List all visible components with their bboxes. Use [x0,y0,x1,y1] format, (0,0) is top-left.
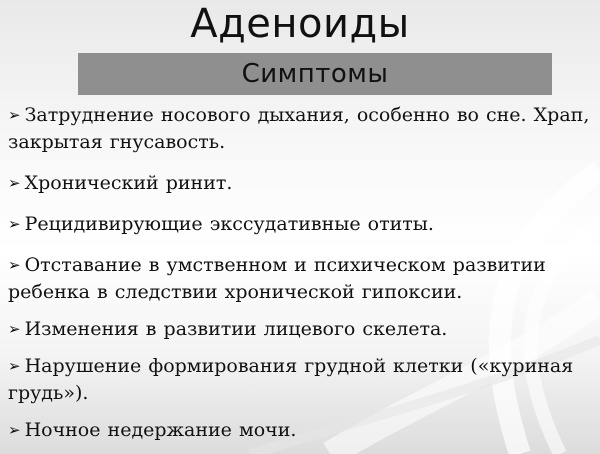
subtitle-bar [78,53,552,95]
arrow-bullet-icon: ➢ [8,357,21,375]
slide-title: Аденоиды [190,1,410,47]
arrow-bullet-icon: ➢ [8,174,21,192]
list-item [8,316,592,343]
list-item [8,353,592,407]
slide-subtitle: Симптомы [241,59,389,89]
list-item [8,252,592,306]
list-item [8,102,592,156]
arrow-bullet-icon: ➢ [8,320,21,338]
arrow-bullet-icon: ➢ [8,215,21,233]
list-item-text: Нарушение формирования грудной клетки («куриная грудь»). [8,355,574,404]
list-item [8,417,592,444]
list-item [8,211,592,238]
list-item-text: Затруднение носового дыхания, особенно во сне. Храп, закрытая гнусавость. [8,104,590,153]
arrow-bullet-icon: ➢ [8,256,21,274]
symptom-list [8,102,592,454]
list-item-text: Отставание в умственном и психическом развитии ребенка в следствии хронической гипоксии. [8,254,546,303]
arrow-bullet-icon: ➢ [8,421,21,439]
list-item-text: Изменения в развитии лицевого скелета. [24,318,448,340]
list-item-text: Рецидивирующие экссудативные отиты. [24,213,434,235]
list-item-text: Ночное недержание мочи. [24,419,297,441]
arrow-bullet-icon: ➢ [8,106,21,124]
list-item-text: Хронический ринит. [24,172,233,194]
list-item [8,170,592,197]
